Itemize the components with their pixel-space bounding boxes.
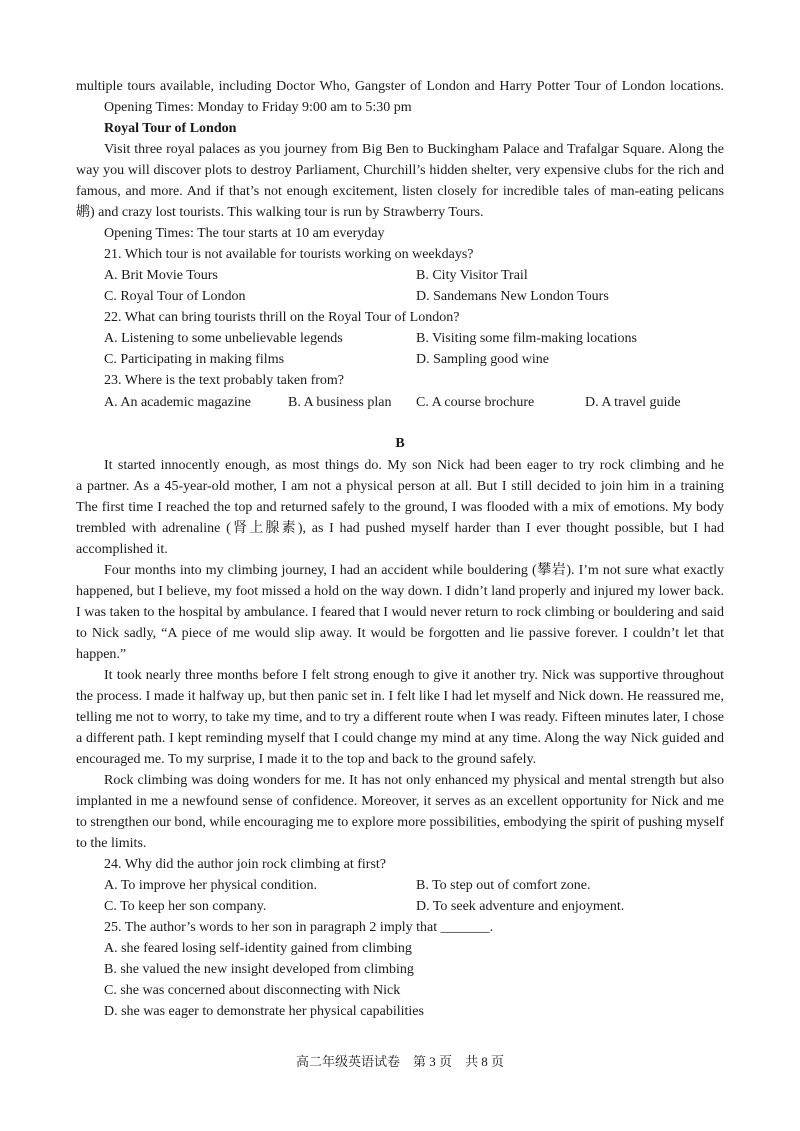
question-25-stem: 25. The author’s words to her son in paragraph 2 imply that _______. [104, 920, 494, 935]
opening-times: Opening Times: Monday to Friday 9:00 am to 5:30 pm [104, 100, 412, 115]
passage-line: It started innocently enough, as most things do. My son Nick had been eager to try rock climbing and he [104, 458, 724, 473]
royal-tour-line: famous, and more. And if that’s not enough excitement, listen closely for incredible tales of man-eating pelicans [76, 184, 724, 199]
passage-line: Four months into my climbing journey, I had an accident while bouldering (攀岩). I’m not sure what exactly [104, 563, 724, 578]
passage-line: the process. I made it halfway up, but then panic set in. I felt like I had let myself and Nick down. He reassured me, [76, 689, 724, 704]
passage-line: happen.” [76, 647, 127, 662]
question-21-stem: 21. Which tour is not available for tourists working on weekdays? [104, 247, 474, 262]
passage-line: accomplished it. [76, 542, 168, 557]
passage-line: to strengthen our bond, while encouraging me to explore more possibilities, embodying the spirit of pushing myself [76, 815, 724, 830]
question-22-option-d: D. Sampling good wine [416, 352, 549, 367]
passage-line: telling me not to worry, to take my time, and to try a different route when I was ready. Fifteen minutes later, I chose [76, 710, 724, 725]
question-23-option-d: D. A travel guide [585, 395, 681, 410]
question-24-option-b: B. To step out of comfort zone. [416, 878, 591, 893]
royal-tour-line: way you will discover plots to destroy Parliament, Churchill’s hidden shelter, very expensive clubs for the rich and [76, 163, 724, 178]
question-23-option-b: B. A business plan [288, 395, 392, 410]
question-22-option-c: C. Participating in making films [104, 352, 285, 367]
passage-line: a partner. As a 45-year-old mother, I am not a physical person at all. But I still decided to join him in a training [76, 479, 724, 494]
tour-text-line: multiple tours available, including Doctor Who, Gangster of London and Harry Potter Tour of London locations. [76, 79, 724, 94]
question-23-stem: 23. Where is the text probably taken from? [104, 373, 344, 388]
page-footer: 高二年级英语试卷 第 3 页 共 8 页 [295, 1054, 504, 1069]
passage-line: happened, but I believe, my foot missed a hold on the way down. I didn’t land properly and injured my lower back. [76, 584, 724, 599]
royal-tour-heading: Royal Tour of London [104, 121, 237, 136]
passage-line: to the limits. [76, 836, 147, 851]
passage-line: trembled with adrenaline (肾上腺素), as I had pushed myself harder than I ever thought possible, but I had [76, 521, 724, 536]
section-b-heading: B [395, 436, 405, 451]
question-23-option-a: A. An academic magazine [104, 395, 251, 410]
royal-opening-times: Opening Times: The tour starts at 10 am everyday [104, 226, 385, 241]
passage-line: implanted in me a newfound sense of confidence. Moreover, it serves as an excellent opportunity for Nick and me [76, 794, 724, 809]
question-23-option-c: C. A course brochure [416, 395, 535, 410]
question-24-option-c: C. To keep her son company. [104, 899, 267, 914]
passage-line: a different path. I kept reminding myself that I could change my mind at any time. Along the way Nick guided and [76, 731, 724, 746]
passage-line: encouraged me. To my surprise, I made it to the top and back to the ground safely. [76, 752, 537, 767]
passage-line: It took nearly three months before I felt strong enough to give it another try. Nick was supportive throughout [104, 668, 724, 683]
question-22-option-b: B. Visiting some film-making locations [416, 331, 637, 346]
passage-line: Rock climbing was doing wonders for me. It has not only enhanced my physical and mental strength but also [104, 773, 724, 788]
question-22-stem: 22. What can bring tourists thrill on the Royal Tour of London? [104, 310, 460, 325]
question-21-option-d: D. Sandemans New London Tours [416, 289, 609, 304]
royal-tour-line: 鹕) and crazy lost tourists. This walking tour is run by Strawberry Tours. [76, 205, 484, 220]
passage-line: I was taken to the hospital by ambulance. I feared that I would never return to rock climbing or bouldering and said [76, 605, 724, 620]
question-24-option-d: D. To seek adventure and enjoyment. [416, 899, 625, 914]
question-21-option-b: B. City Visitor Trail [416, 268, 528, 283]
question-25-option-a: A. she feared losing self-identity gained from climbing [104, 941, 412, 956]
royal-tour-line: Visit three royal palaces as you journey from Big Ben to Buckingham Palace and Trafalgar Square. Along the [104, 142, 724, 157]
question-25-option-d: D. she was eager to demonstrate her physical capabilities [104, 1004, 424, 1019]
question-25-option-c: C. she was concerned about disconnecting with Nick [104, 983, 401, 998]
question-25-option-b: B. she valued the new insight developed from climbing [104, 962, 414, 977]
question-24-option-a: A. To improve her physical condition. [104, 878, 318, 893]
question-21-option-a: A. Brit Movie Tours [104, 268, 218, 283]
question-21-option-c: C. Royal Tour of London [104, 289, 246, 304]
question-22-option-a: A. Listening to some unbelievable legends [104, 331, 343, 346]
question-24-stem: 24. Why did the author join rock climbing at first? [104, 857, 387, 872]
passage-line: to Nick sadly, “A piece of me would slip away. It would be forgotten and lie passive forever. I couldn’t let that [76, 626, 724, 641]
passage-line: The first time I reached the top and returned safely to the ground, I was flooded with a mix of emotions. My body [76, 500, 724, 515]
